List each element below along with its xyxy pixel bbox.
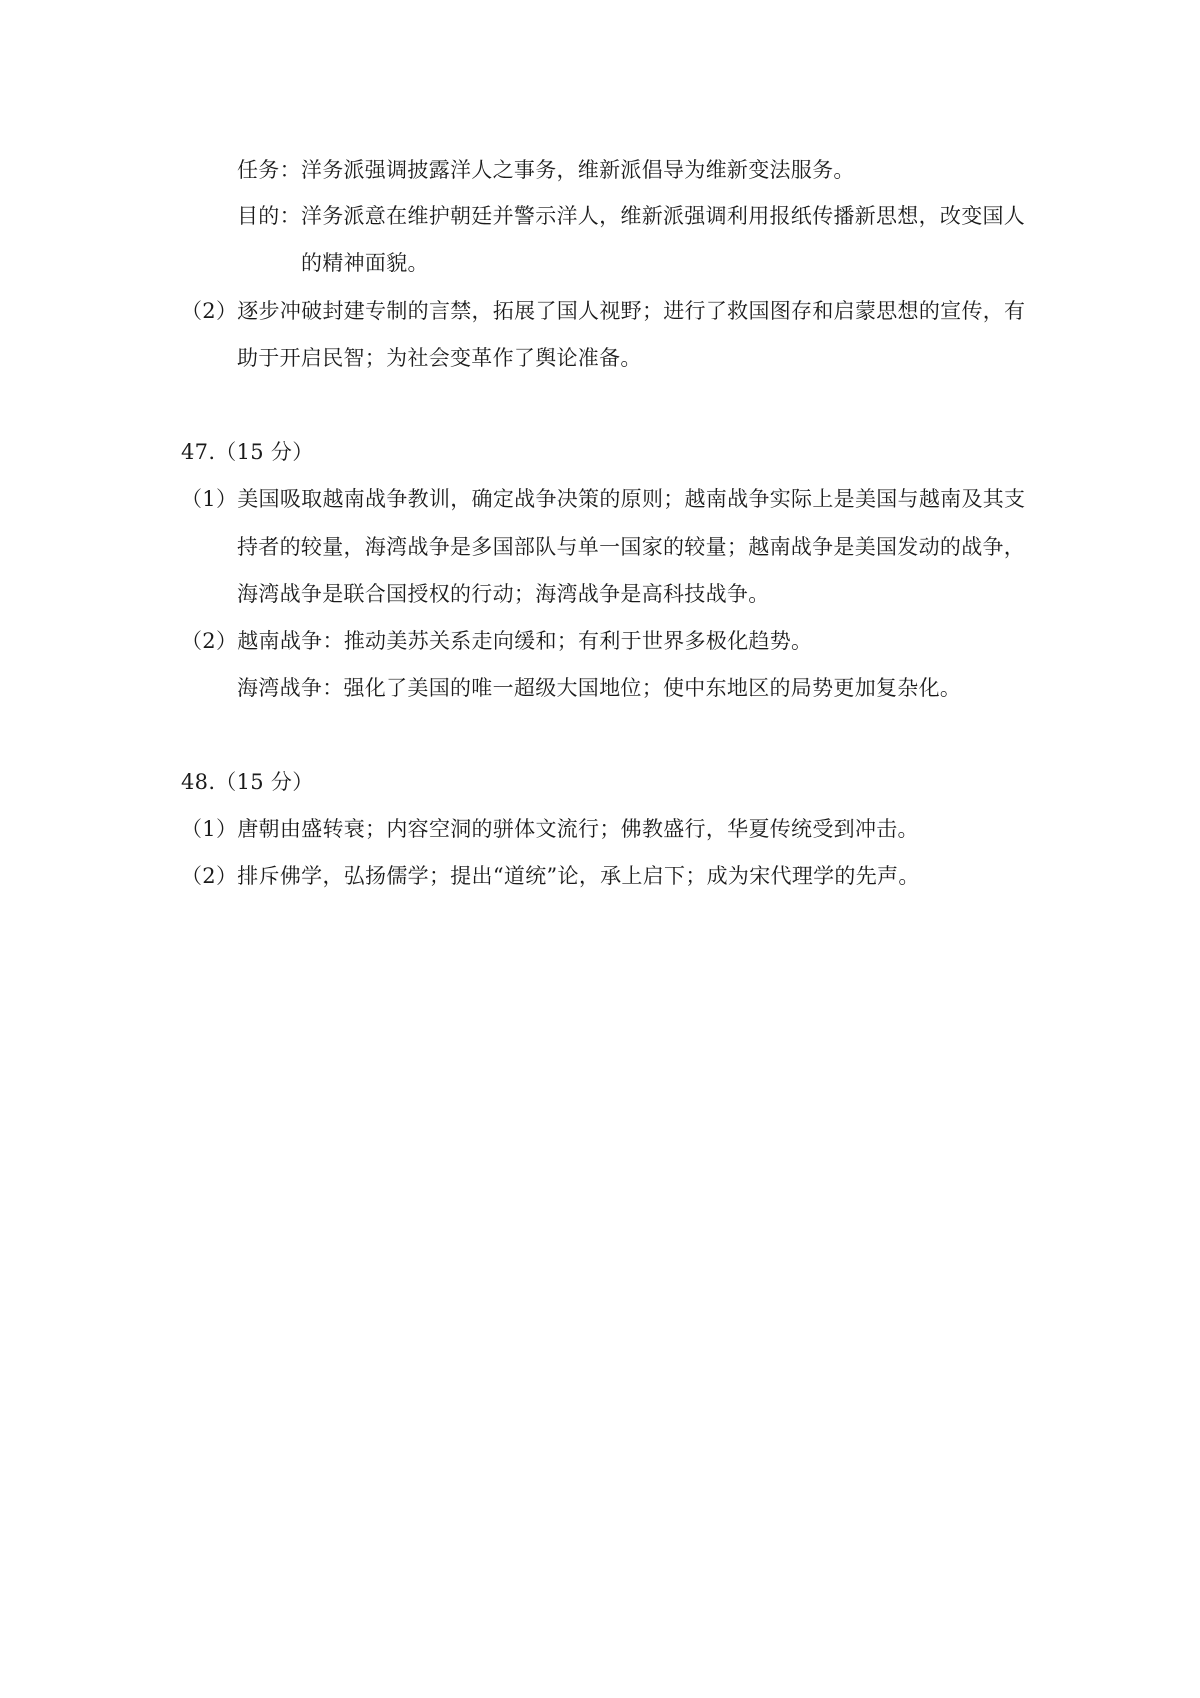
purpose-line-1: 目的：洋务派意在维护朝廷并警示洋人，维新派强调利用报纸传播新思想，改变国人: [237, 204, 1026, 228]
q47-part2-line-1: （2）越南战争：推动美苏关系走向缓和；有利于世界多极化趋势。: [181, 629, 813, 653]
question-47-heading: 47.（15 分）: [181, 440, 314, 464]
q47-part1-line-2: 持者的较量，海湾战争是多国部队与单一国家的较量；越南战争是美国发动的战争，: [237, 535, 1026, 559]
task-line: 任务：洋务派强调披露洋人之事务，维新派倡导为维新变法服务。: [237, 158, 855, 182]
q47-part1-line-1: （1）美国吸取越南战争教训，确定战争决策的原则；越南战争实际上是美国与越南及其支: [181, 487, 1026, 511]
continued-part2-line-1: （2）逐步冲破封建专制的言禁，拓展了国人视野；进行了救国图存和启蒙思想的宣传，有: [181, 299, 1026, 323]
q47-part2-line-2: 海湾战争：强化了美国的唯一超级大国地位；使中东地区的局势更加复杂化。: [237, 676, 962, 700]
q48-part2-line: （2）排斥佛学，弘扬儒学；提出“道统”论，承上启下；成为宋代理学的先声。: [181, 864, 920, 888]
q47-part1-line-3: 海湾战争是联合国授权的行动；海湾战争是高科技战争。: [237, 582, 770, 606]
q48-part1-line: （1）唐朝由盛转衰；内容空洞的骈体文流行；佛教盛行，华夏传统受到冲击。: [181, 817, 919, 841]
continued-part2-line-2: 助于开启民智；为社会变革作了舆论准备。: [237, 346, 642, 370]
question-48-heading: 48.（15 分）: [181, 770, 314, 794]
purpose-line-2: 的精神面貌。: [301, 251, 429, 275]
